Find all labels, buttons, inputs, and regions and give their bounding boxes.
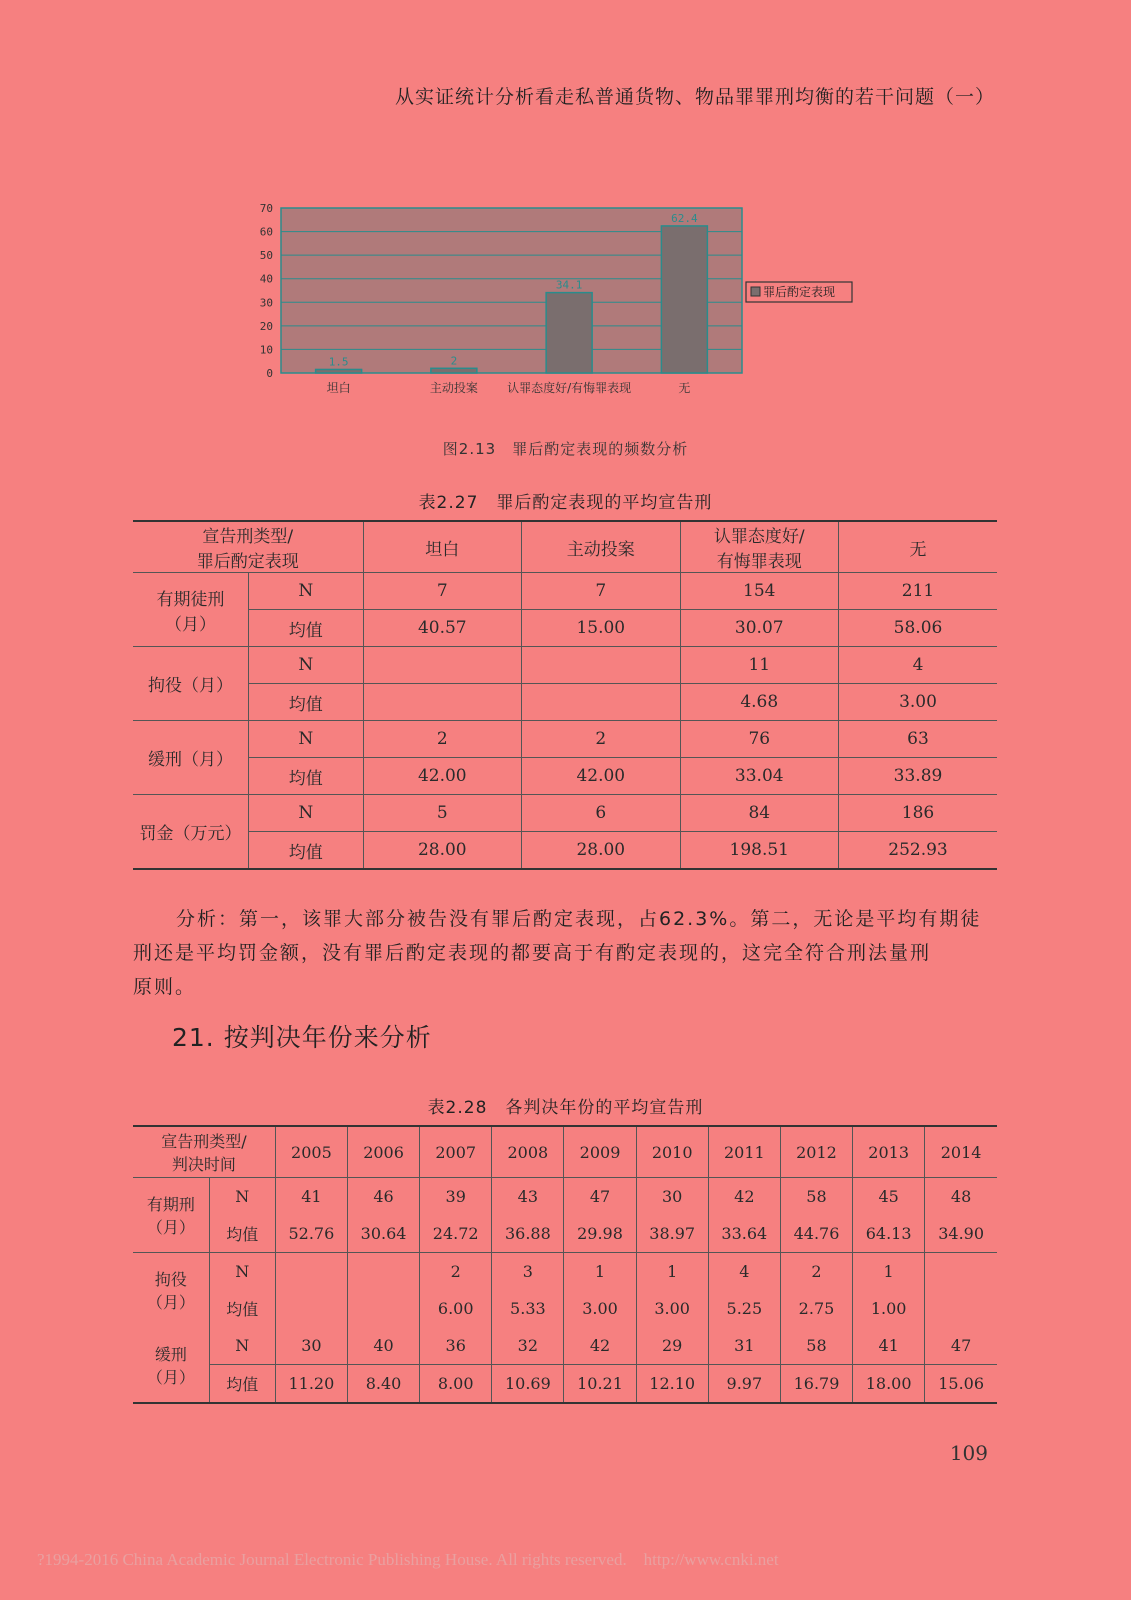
cell: 12.10: [636, 1365, 708, 1404]
n-label: N: [249, 647, 364, 684]
cell: 4.68: [680, 684, 838, 721]
bar: [661, 226, 707, 373]
cell: 76: [680, 721, 838, 758]
n-label: N: [249, 795, 364, 832]
col-header: [680, 521, 838, 573]
cell: 1.00: [853, 1290, 925, 1327]
table-row: [133, 610, 997, 647]
cell: 32: [492, 1327, 564, 1365]
group-line1: 有期刑: [146, 1195, 195, 1214]
cell: 48: [950, 1187, 972, 1206]
analysis-line: 原则。: [133, 976, 197, 998]
cell: 44.76: [780, 1215, 852, 1253]
year-header: 2005: [275, 1126, 347, 1178]
mean-label: 均值: [209, 1215, 275, 1253]
year-header: 2014: [925, 1126, 997, 1178]
cell: 11: [680, 647, 838, 684]
year-header: 2013: [853, 1126, 925, 1178]
cell: 33.89: [839, 758, 998, 795]
cell: 40: [347, 1327, 419, 1365]
table-27-corner-header: [133, 521, 363, 573]
cell: 2.75: [780, 1290, 852, 1327]
cell: 36: [420, 1327, 492, 1365]
group-line1: 拘役: [154, 1270, 187, 1289]
cell: [522, 647, 680, 684]
year-header: 2006: [347, 1126, 419, 1178]
table-row: [133, 832, 997, 870]
y-tick-label: 20: [259, 319, 273, 333]
table-27-caption: 表2.27 罪后酌定表现的平均宣告刑: [418, 493, 713, 513]
table-row: [133, 647, 997, 684]
cell: 41: [275, 1178, 347, 1216]
cell: 252.93: [839, 832, 998, 870]
y-tick-label: 70: [259, 202, 273, 215]
bar-value-label: 62.4: [671, 211, 698, 225]
cell: 1: [853, 1253, 925, 1291]
y-tick-label: 40: [259, 272, 273, 286]
col-header-line1: 认罪态度好/: [713, 527, 805, 547]
table-27-header-row: [133, 521, 997, 573]
corner-line2: 判决时间: [171, 1155, 236, 1174]
cell: 10.69: [492, 1365, 564, 1404]
cell: 43: [492, 1178, 564, 1216]
cell: 58: [780, 1178, 852, 1216]
corner-line1: 宣告刑类型/: [161, 1132, 247, 1151]
cell: 38.97: [636, 1215, 708, 1253]
col-header-line2: 有悔罪表现: [716, 552, 802, 572]
x-tick-label: 主动投案: [429, 381, 478, 395]
cell: [925, 1290, 997, 1327]
row-group-label: [133, 1178, 209, 1253]
row-group-label: 拘役（月）: [133, 647, 249, 721]
year-header: 2007: [420, 1126, 492, 1178]
cell: 84: [680, 795, 838, 832]
bar-chart: [255, 200, 875, 420]
y-tick-label: 30: [259, 296, 273, 310]
year-header: 2008: [492, 1126, 564, 1178]
table-row: [133, 795, 997, 832]
cell: 3.00: [839, 684, 998, 721]
cell: 2: [780, 1253, 852, 1291]
cell: 24.72: [420, 1215, 492, 1253]
n-label: N: [249, 573, 364, 610]
x-tick-label: 无: [678, 381, 691, 395]
cell: 58: [780, 1327, 852, 1365]
year-header: 2010: [636, 1126, 708, 1178]
cell: 45: [853, 1178, 925, 1216]
n-label: N: [209, 1253, 275, 1291]
cell: 15.06: [925, 1365, 997, 1404]
table-row: [133, 758, 997, 795]
analysis-line: 分析：第一，该罪大部分被告没有罪后酌定表现，占62.3%。第二，无论是平均有期徒: [176, 908, 982, 930]
bar-value-label: 2: [450, 354, 458, 368]
bar: [546, 293, 592, 373]
corner-line1: 宣告刑类型/: [202, 527, 294, 547]
table-row: [133, 684, 997, 721]
cell: 47: [564, 1178, 636, 1216]
cell: 154: [680, 573, 838, 610]
mean-label: 均值: [249, 684, 364, 721]
bar-value-label: 1.5: [328, 355, 349, 369]
running-head: 从实证统计分析看走私普通货物、物品罪罪刑均衡的若干问题（一）: [394, 86, 995, 108]
cell: 9.97: [708, 1365, 780, 1404]
group-line2: （月）: [165, 614, 217, 635]
analysis-line: 刑还是平均罚金额，没有罪后酌定表现的都要高于有酌定表现的，这完全符合刑法量刑: [133, 942, 932, 964]
cell: 58.06: [839, 610, 998, 647]
table-row: [133, 573, 997, 610]
cell: 47: [950, 1336, 972, 1355]
table-row: [133, 1178, 997, 1216]
cell: 31: [708, 1327, 780, 1365]
cell: 211: [839, 573, 998, 610]
cell: 42: [708, 1178, 780, 1216]
cell: 34.90: [938, 1224, 985, 1243]
col-header: 坦白: [363, 521, 521, 573]
row-group-label: [133, 1253, 209, 1328]
cell: [363, 684, 521, 721]
copyright-footer: ?1994-2016 China Academic Journal Electronic Publishing House. All rights reserved. http://www.cnki.net: [37, 1550, 779, 1569]
n-label: N: [209, 1327, 275, 1365]
page-number: 109: [949, 1441, 988, 1465]
cell: 63: [839, 721, 998, 758]
cell: 42: [564, 1327, 636, 1365]
y-tick-label: 10: [259, 343, 273, 357]
col-header: 主动投案: [522, 521, 680, 573]
cell: 52.76: [275, 1215, 347, 1253]
cell: 186: [839, 795, 998, 832]
row-group-label: [133, 573, 249, 647]
group-line2: （月）: [146, 1218, 195, 1237]
year-header: 2012: [780, 1126, 852, 1178]
year-header: 2011: [708, 1126, 780, 1178]
cell: 64.13: [853, 1215, 925, 1253]
x-tick-label: 坦白: [326, 381, 351, 395]
cell: 7: [522, 573, 680, 610]
cell: 2: [363, 721, 521, 758]
col-header: 无: [839, 521, 998, 573]
mean-label: 均值: [249, 758, 364, 795]
cell: [275, 1253, 347, 1291]
cell: [347, 1253, 419, 1291]
cell: [347, 1290, 419, 1327]
table-28-caption: 表2.28 各判决年份的平均宣告刑: [427, 1098, 704, 1118]
mean-label: 均值: [249, 610, 364, 647]
row-group-label: 缓刑（月）: [133, 721, 249, 795]
cell: 39: [420, 1178, 492, 1216]
table-row: [133, 1365, 997, 1404]
legend-swatch: [751, 287, 760, 296]
cell: 15.00: [522, 610, 680, 647]
bar: [431, 368, 477, 373]
group-line1: 有期徒刑: [156, 589, 225, 610]
cell: 29: [636, 1327, 708, 1365]
cell: 46: [347, 1178, 419, 1216]
analysis-paragraph: [133, 902, 998, 1004]
cell: 42.00: [363, 758, 521, 795]
cell: 40.57: [363, 610, 521, 647]
cell: 5: [363, 795, 521, 832]
n-label: N: [209, 1178, 275, 1216]
cell: 36.88: [492, 1215, 564, 1253]
cell: 2: [522, 721, 680, 758]
table-28-corner-header: [133, 1126, 275, 1178]
group-line1: 缓刑: [154, 1344, 187, 1364]
bar-chart-svg: [255, 200, 875, 420]
mean-label: 均值: [209, 1365, 275, 1404]
table-27: [133, 520, 997, 870]
cell: 18.00: [853, 1365, 925, 1404]
legend-label: 罪后酌定表现: [763, 285, 836, 299]
bar-value-label: 34.1: [555, 278, 583, 292]
cell: 11.20: [275, 1365, 347, 1404]
cell: [925, 1253, 997, 1291]
corner-line2: 罪后酌定表现: [196, 552, 299, 572]
y-tick-label: 50: [259, 249, 273, 263]
table-row: [133, 1215, 997, 1253]
row-group-label: 罚金（万元）: [133, 795, 249, 870]
table-row: [133, 721, 997, 758]
table-28-header-row: [133, 1126, 997, 1178]
y-tick-label: 60: [259, 225, 273, 239]
year-header: 2009: [564, 1126, 636, 1178]
table-row: [133, 1290, 997, 1327]
cell: 8.00: [420, 1365, 492, 1404]
cell: 30: [275, 1327, 347, 1365]
cell: 5.33: [492, 1290, 564, 1327]
cell: 33.04: [680, 758, 838, 795]
table-row: [133, 1253, 997, 1291]
section-title: 21. 按判决年份来分析: [172, 1023, 432, 1052]
group-line2: （月）: [146, 1293, 195, 1312]
cell: 29.98: [564, 1215, 636, 1253]
cell: 3.00: [636, 1290, 708, 1327]
cell: 1: [564, 1253, 636, 1291]
mean-label: 均值: [249, 832, 364, 870]
bar: [316, 369, 362, 373]
group-line2: （月）: [146, 1367, 195, 1387]
cell: 6: [522, 795, 680, 832]
cell: 5.25: [708, 1290, 780, 1327]
cell: 4: [708, 1253, 780, 1291]
figure-caption: 图2.13 罪后酌定表现的频数分析: [442, 440, 689, 458]
cell: 4: [839, 647, 998, 684]
cell: 1: [636, 1253, 708, 1291]
cell: 7: [363, 573, 521, 610]
cell: 30.64: [347, 1215, 419, 1253]
cell: 30.07: [680, 610, 838, 647]
cell: 28.00: [363, 832, 521, 870]
cell: 3: [492, 1253, 564, 1291]
cell: 8.40: [347, 1365, 419, 1404]
n-label: N: [249, 721, 364, 758]
cell: 33.64: [708, 1215, 780, 1253]
cell: 42.00: [522, 758, 680, 795]
cell: 30: [636, 1178, 708, 1216]
cell: [363, 647, 521, 684]
cell: 28.00: [522, 832, 680, 870]
cell: 16.79: [780, 1365, 852, 1404]
cell: 41: [853, 1327, 925, 1365]
cell: 2: [420, 1253, 492, 1291]
mean-label: 均值: [209, 1290, 275, 1327]
table-28: [133, 1125, 997, 1404]
x-tick-label: 认罪态度好/有悔罪表现: [507, 381, 632, 395]
row-group-label: [133, 1327, 209, 1403]
cell: 6.00: [420, 1290, 492, 1327]
table-row: [133, 1327, 997, 1365]
cell: 10.21: [564, 1365, 636, 1404]
cell: 3.00: [564, 1290, 636, 1327]
y-tick-label: 0: [266, 367, 273, 380]
cell: [522, 684, 680, 721]
cell: 198.51: [680, 832, 838, 870]
cell: [275, 1290, 347, 1327]
